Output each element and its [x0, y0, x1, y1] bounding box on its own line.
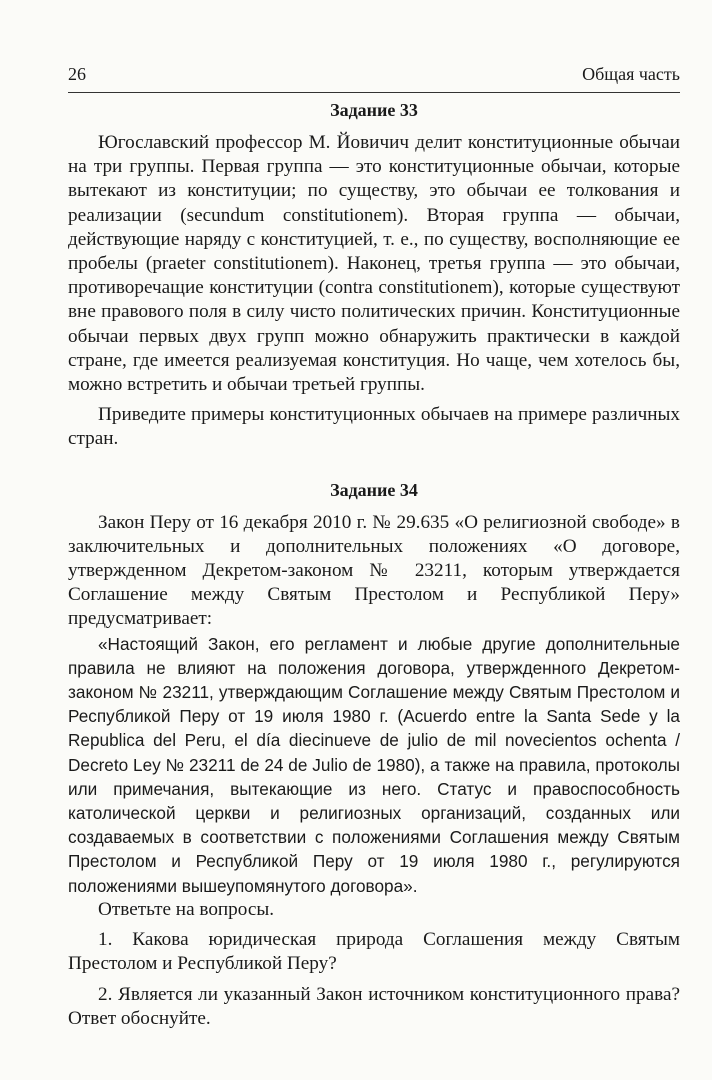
task-34-paragraph-1: Закон Перу от 16 декабря 2010 г. № 29.635 «О религиозной свободе» в заключительных и дополнительных положениях «О договоре, утвержденном Декретом-законом № 23211, которым утверждается Соглашение между Святым Престолом и Республикой Перу» предусматривает: [68, 511, 680, 630]
task-33-paragraph-2: Приведите примеры конституционных обычаев на примере различных стран. [68, 404, 680, 450]
task-34-quote: «Настоящий Закон, его регламент и любые другие дополнительные правила не влияют на положения договора, утвержденного Декретом-законом № 23211, утверждающим Соглашение между Святым Престолом и Республикой Перу от 19 июля 1980 г. (Acuerdo entre la Santa Sede y la Republica del Peru, el día diecinueve de julio de mil novecientos ochenta / Decreto Ley № 23211 de 24 de Julio de 1980), а также на правила, протоколы или примечания, вытекающие из него. Статус и правоспособность католической церкви и религиозных организаций, созданных или создаваемых в соответствии с положениями Соглашения между Святым Престолом и Республикой Перу от 19 июля 1980 г., регулируются положениями вышеупомянутого договора». [68, 633, 680, 896]
page-content [68, 100, 680, 1031]
page-number: 26 [68, 64, 86, 84]
page-header [68, 62, 680, 93]
task-33-paragraph-1: Югославский профессор М. Йовичич делит конституционные обычаи на три группы. Первая группа — это конституционные обычаи, которые вытекают из конституции; по существу, это обычаи ее толкования и реализации (secundum constitutionem). Вторая группа — обычаи, действующие наряду с конституцией, т. е., по существу, восполняющие ее пробелы (praeter constitutionem). Наконец, третья группа — это обычаи, противоречащие конституции (contra constitutionem), которые существуют вне правового поля в силу чисто политических причин. Конституционные обычаи первых двух групп можно обнаружить практически в каждой стране, где имеется реализуемая конституция. Но чаще, чем хотелось бы, можно встретить и обычаи третьей группы. [68, 132, 680, 396]
task-34-answer-intro: Ответьте на вопросы. [98, 898, 275, 920]
task-34-question-2: 2. Является ли указанный Закон источником конституционного права? Ответ обоснуйте. [68, 983, 680, 1029]
task-33-title: Задание 33 [330, 100, 418, 120]
running-section-title: Общая часть [582, 64, 680, 84]
task-34-question-1: 1. Какова юридическая природа Соглашения между Святым Престолом и Республикой Перу? [68, 929, 680, 975]
task-34-title: Задание 34 [330, 479, 418, 500]
